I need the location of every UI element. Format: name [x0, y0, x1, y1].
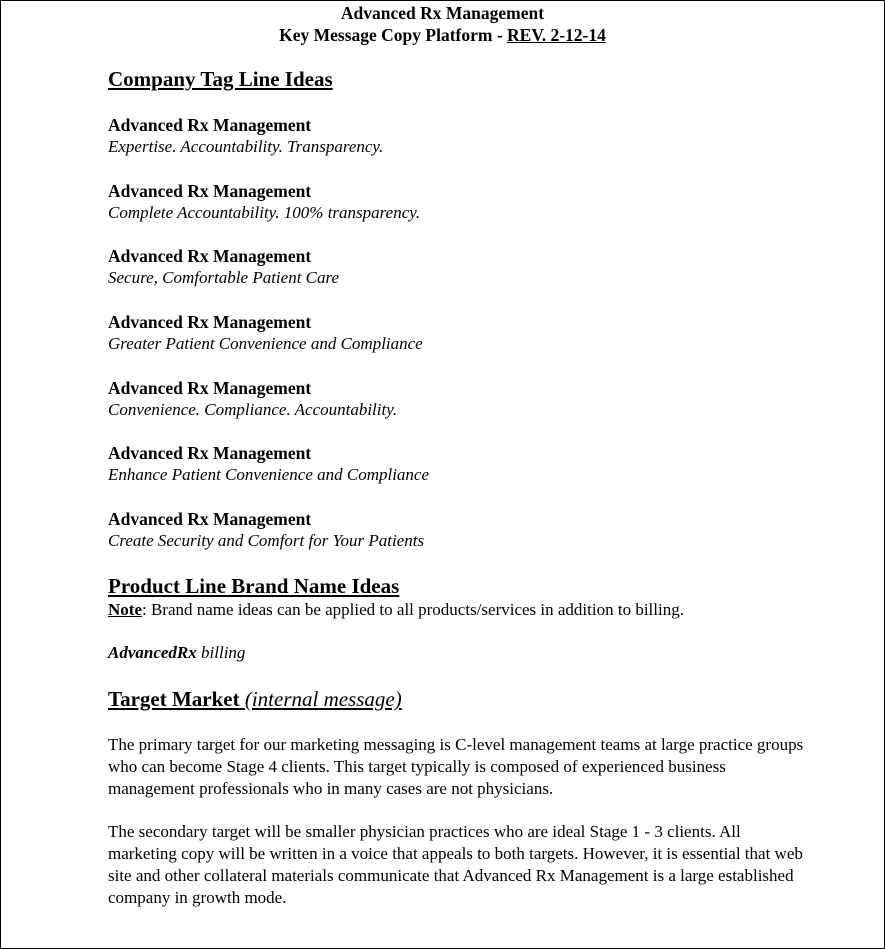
tagline-company-name: Advanced Rx Management: [108, 115, 312, 135]
tagline-item: [108, 114, 383, 158]
target-heading-text: Target Market: [108, 687, 240, 711]
tagline-text: Create Security and Comfort for Your Patients: [108, 531, 425, 550]
tagline-company-name: Advanced Rx Management: [108, 312, 312, 332]
brand-note: [108, 600, 684, 620]
tagline-heading: Company Tag Line Ideas: [108, 67, 333, 91]
tagline-item: [108, 377, 397, 421]
tagline-item: [108, 311, 423, 355]
document-title: Advanced Rx Management: [340, 3, 545, 23]
target-heading: [108, 687, 402, 712]
tagline-company-name: Advanced Rx Management: [108, 378, 312, 398]
revision-label: REV. 2-12-14: [507, 25, 606, 45]
brand-name-idea: [108, 643, 245, 663]
tagline-company-name: Advanced Rx Management: [108, 443, 312, 463]
tagline-text: Secure, Comfortable Patient Care: [108, 268, 340, 287]
tagline-text: Convenience. Compliance. Accountability.: [108, 400, 398, 419]
tagline-item: [108, 442, 429, 486]
brand-heading: Product Line Brand Name Ideas: [108, 574, 400, 598]
tagline-item: [108, 508, 424, 552]
target-paragraph-primary: The primary target for our marketing messaging is C-level management teams at large practice groups who can become Stage 4 clients. This target typically is composed of experienced business management professionals who in many cases are not physicians.: [108, 735, 804, 798]
target-heading-note: (internal message): [239, 687, 402, 711]
brand-name-bold: AdvancedRx: [108, 643, 197, 662]
tagline-item: [108, 245, 339, 289]
tagline-text: Greater Patient Convenience and Compliance: [108, 334, 423, 353]
tagline-company-name: Advanced Rx Management: [108, 246, 312, 266]
tagline-text: Complete Accountability. 100% transparency.: [108, 203, 421, 222]
note-text: : Brand name ideas can be applied to all products/services in addition to billing.: [141, 600, 684, 619]
tagline-company-name: Advanced Rx Management: [108, 509, 312, 529]
document-header: [1, 1, 884, 46]
tagline-text: Enhance Patient Convenience and Compliance: [108, 465, 430, 484]
target-paragraph-secondary: The secondary target will be smaller physician practices who are ideal Stage 1 - 3 clients. All marketing copy will be written in a voice that appeals to both targets. However, it is essential that web site and other collateral materials communicate that Advanced Rx Management is a large established company in growth mode.: [108, 822, 803, 907]
tagline-item: [108, 180, 420, 224]
subtitle-prefix: Key Message Copy Platform -: [279, 25, 508, 45]
note-label: Note: [108, 600, 142, 619]
tagline-company-name: Advanced Rx Management: [108, 181, 312, 201]
document-subtitle: [1, 24, 884, 46]
brand-name-rest: billing: [196, 643, 246, 662]
tagline-text: Expertise. Accountability. Transparency.: [108, 137, 384, 156]
